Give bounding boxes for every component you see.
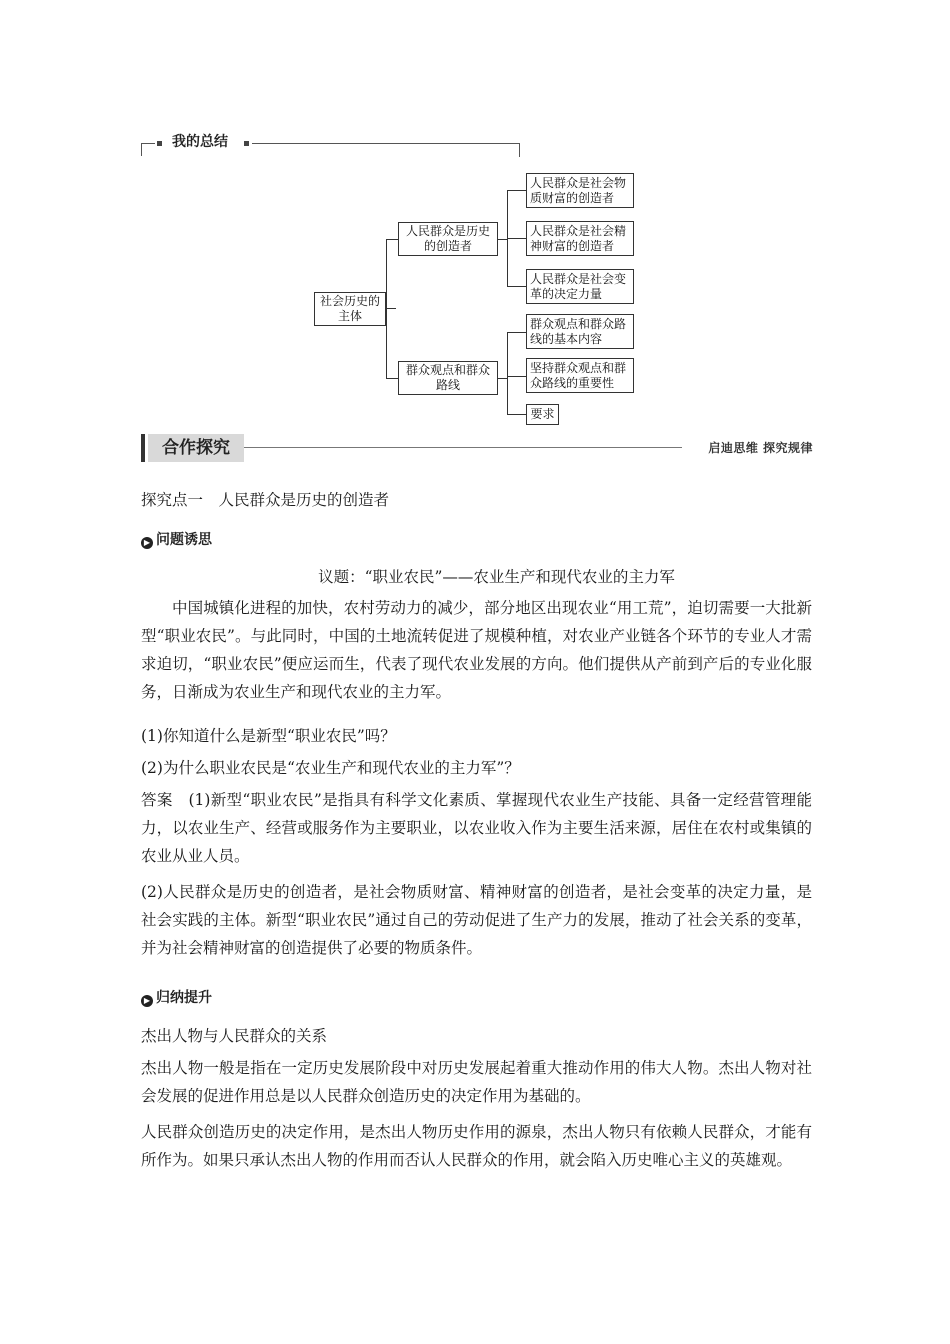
connector [386,378,398,379]
relation-title: 杰出人物与人民群众的关系 [141,1027,328,1045]
answer-1: 答案 (1)新型“职业农民”是指具有科学文化素质、掌握现代农业生产技能、具备一定经营管理能力，以农业生产、经营或服务作为主要职业，以农业收入作为主要生活来源，居住在农村或集镇的农业从业人员。 [141,791,812,865]
mindmap-branch-1 [398,222,498,256]
frame-left-vertical [141,143,142,156]
mindmap-leaf-label: 坚持群众观点和群众路线的重要性 [530,360,627,390]
summary-title: 我的总结 [172,134,228,150]
connector [507,332,526,333]
mindmap-leaf-label: 人民群众是社会精神财富的创造者 [530,223,627,253]
point-title: 探究点一 人民群众是历史的创造者 [141,491,390,509]
mindmap-leaf-label: 要求 [530,407,555,421]
frame-top-right [252,143,520,144]
question-heading-label: 问题诱思 [156,532,212,548]
mindmap-leaf [526,314,634,349]
mindmap-leaf-label: 群众观点和群众路线的基本内容 [530,316,627,346]
connector [507,376,526,377]
frame-square-right [244,141,249,146]
connector [507,286,526,287]
mindmap-branch-1-label: 人民群众是历史的创造者 [405,224,490,253]
question-1: (1)你知道什么是新型“职业农民”吗？ [141,727,396,745]
mindmap-leaf [526,269,634,304]
connector [507,332,508,414]
answer-2: (2)人民群众是历史的创造者，是社会物质财富、精神财富的创造者，是社会变革的决定力量，是社会实践的主体。新型“职业农民”通过自己的劳动促进了生产力的发展，推动了社会关系的变革，并为社会精神财富的创造提供了必要的物质条件。 [141,883,812,957]
mindmap-leaf-label: 人民群众是社会物质财富的创造者 [530,175,627,205]
summary-heading [141,988,212,1008]
mindmap-root-label: 社会历史的主体 [319,294,380,323]
mindmap-branch-2-label: 群众观点和群众路线 [405,363,490,392]
topic-line: 议题：“职业农民”——农业生产和现代农业的主力军 [318,568,675,586]
mindmap-root [314,292,386,326]
mindmap-leaf-label: 人民群众是社会变革的决定力量 [530,271,627,301]
section-bar [141,434,145,462]
play-icon: ▶ [141,995,153,1007]
relation-paragraph-1: 杰出人物一般是指在一定历史发展阶段中对历史发展起着重大推动作用的伟大人物。杰出人物对社会发展的促进作用总是以人民群众创造历史的决定作用为基础的。 [141,1059,812,1105]
intro-paragraph: 中国城镇化进程的加快，农村劳动力的减少，部分地区出现农业“用工荒”，迫切需要一大批新型“职业农民”。与此同时，中国的土地流转促进了规模种植，对农业产业链各个环节的专业人才需求迫切，“职业农民”便应运而生，代表了现代农业发展的方向。他们提供从产前到产后的专业化服务，日渐成为农业生产和现代农业的主力军。 [141,599,812,701]
mindmap-leaf [526,221,634,256]
frame-square-left [157,141,162,146]
mindmap-leaf [526,358,634,393]
connector [507,414,526,415]
section-title: 合作探究 [148,434,244,462]
frame-top-left [141,143,155,144]
mindmap-leaf [526,404,559,425]
connector [507,238,526,239]
section-rule [244,447,682,448]
connector [386,308,396,309]
play-icon: ▶ [141,537,153,549]
mindmap-leaf [526,173,634,208]
summary-heading-label: 归纳提升 [156,990,212,1006]
mindmap-branch-2 [398,361,498,395]
question-heading [141,530,212,550]
connector [507,190,526,191]
connector [498,378,507,379]
question-2: (2)为什么职业农民是“农业生产和现代农业的主力军”？ [141,759,520,777]
connector [386,239,387,378]
connector [498,239,507,240]
frame-right-vertical [519,143,520,157]
connector [386,239,398,240]
section-subtitle: 启迪思维 探究规律 [708,441,813,455]
relation-paragraph-2: 人民群众创造历史的决定作用，是杰出人物历史作用的源泉，杰出人物只有依赖人民群众，才能有所作为。如果只承认杰出人物的作用而否认人民群众的作用，就会陷入历史唯心主义的英雄观。 [141,1123,812,1169]
